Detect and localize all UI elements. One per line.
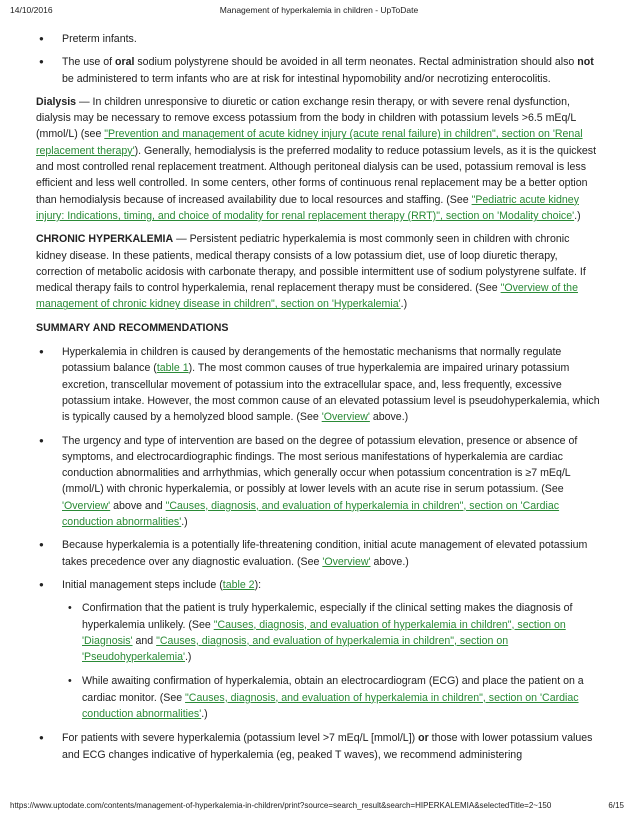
list-item: ● The use of oral sodium polystyrene should be avoided in all term neonates. Rectal administration should also not be administered to term infants who are at risk for intestinal hypomobility and/or necrotizing enterocolitis.	[36, 54, 602, 87]
summary-list	[36, 344, 602, 763]
link-overview[interactable]: 'Overview'	[321, 411, 370, 424]
list-item: ● For patients with severe hyperkalemia (potassium level >7 mEq/L [mmol/L]) or those with lower potassium values and ECG changes indicative of hyperkalemia (eg, peaked T waves), we recommend administering	[36, 730, 602, 763]
link-cardiac-conduction[interactable]: "Causes, diagnosis, and evaluation of hyperkalemia in children", section on 'Cardiac conduction abnormalities'	[62, 499, 560, 529]
link-overview[interactable]: 'Overview'	[322, 555, 371, 568]
link-ckd-hyperkalemia[interactable]: "Overview of the management of chronic kidney disease in children", section on 'Hyperkalemia'	[36, 282, 578, 311]
link-overview[interactable]: 'Overview'	[62, 499, 111, 512]
document-title: Management of hyperkalemia in children - UpToDate	[219, 5, 419, 15]
link-diagnosis[interactable]: "Causes, diagnosis, and evaluation of hyperkalemia in children", section on 'Diagnosis'	[82, 618, 566, 647]
page-header	[0, 5, 638, 19]
source-url: https://www.uptodate.com/contents/management-of-hyperkalemia-in-children/print?source=search_result&search=HIPERKALEMIA&selectedTitle=2~150	[10, 801, 552, 810]
chronic-paragraph: CHRONIC HYPERKALEMIA — Persistent pediatric hyperkalemia is most commonly seen in children with chronic kidney disease. In these patients, medical therapy consists of a low potassium diet, use of loop diuretic therapy, correction of metabolic acidosis with carbonate therapy, and possible intermittent use of sodium polystyrene sulfate. If medical therapy fails to control hyperkalemia, renal replacement therapy must be considered. (See "Overview of the management of chronic kidney disease in children", section on 'Hyperkalemia'.)	[36, 233, 586, 311]
link-aki-modality-choice[interactable]: "Pediatric acute kidney injury: Indications, timing, and choice of modality for renal replacement therapy (RRT)", section on 'Modality choice'	[36, 193, 579, 222]
summary-heading: SUMMARY AND RECOMMENDATIONS	[36, 321, 229, 334]
list-item: ● Preterm infants.	[36, 31, 602, 47]
management-steps-list	[62, 600, 602, 722]
list-item: ● The urgency and type of intervention are based on the degree of potassium elevation, presence or absence of symptoms, and electrocardiographic findings. The most serious manifestations of hyperkalemia are cardiac conduction abnormalities and arrhythmias, which generally occur when potassium concentration is ≥7 mEq/L (mmol/L) with chronic hyperkalemia, or possibly at lower levels with an acute rise in serum potassium. (See 'Overview' above and "Causes, diagnosis, and evaluation of hyperkalemia in children", section on 'Cardiac conduction abnormalities'.)	[36, 433, 602, 531]
link-table-2[interactable]: table 2	[222, 578, 255, 591]
article-body	[36, 31, 602, 770]
chronic-heading: CHRONIC HYPERKALEMIA	[36, 233, 174, 246]
dialysis-heading: Dialysis	[36, 95, 77, 108]
page-footer	[0, 801, 638, 815]
top-bullet-list	[36, 31, 602, 87]
list-item: ● Hyperkalemia in children is caused by derangements of the hemostatic mechanisms that normally regulate potassium balance (table 1). The most common causes of true hyperkalemia are impaired urinary potassium excretion, transcellular movement of potassium into the extracellular space, and, less frequently, excessive potassium intake. However, the most common cause of an elevated potassium level is pseudohyperkalemia, which is typically caused by a hemolyzed blood sample. (See 'Overview' above.)	[36, 344, 602, 425]
list-item: • While awaiting confirmation of hyperkalemia, obtain an electrocardiogram (ECG) and place the patient on a cardiac monitor. (See "Causes, diagnosis, and evaluation of hyperkalemia in children", section on 'Cardiac conduction abnormalities'.)	[62, 673, 602, 722]
dialysis-paragraph: Dialysis — In children unresponsive to diuretic or cation exchange resin therapy, or with severe renal dysfunction, dialysis may be necessary to remove excess potassium from the body in children with potassium levels >6.5 mEq/L (mmol/L) (see "Prevention and management of acute kidney injury (acute renal failure) in children", section on 'Renal replacement therapy'). Generally, hemodialysis is the preferred modality to reduce potassium levels, as it is the quickest and most controlled renal replacement treatment. Although peritoneal dialysis can be used, potassium removal is less efficient and less well controlled. In some centers, other forms of continuous renal replacement may be a better option than hemodialysis because of increased availability due to local resources and staffing. (See "Pediatric acute kidney injury: Indications, timing, and choice of modality for renal replacement therapy (RRT)", section on 'Modality choice'.)	[36, 95, 597, 222]
list-item: ● Because hyperkalemia is a potentially life-threatening condition, initial acute management of elevated potassium takes precedence over any diagnostic evaluation. (See 'Overview' above.)	[36, 537, 602, 570]
print-date: 14/10/2016	[10, 5, 53, 15]
list-item: ● Initial management steps include (table 2): • Confirmation that the patient is truly hyperkalemic, especially if the clinical setting makes the diagnosis of hyperkalemia unlikely. (See "Causes, diagnosis, and evaluation of hyperkalemia in children", section on 'Diagnosis' and "Causes, diagnosis, and evaluation of hyperkalemia in children", section on 'Pseudohyperkalemia'.) • While awaiting confirmation of hyperkalemia, obtain an electrocardiogram (ECG) and place the patient on a cardiac monitor. (See "Causes, diagnosis, and evaluation of hyperkalemia in children", section on 'Cardiac conduction abnormalities'.)	[36, 577, 602, 722]
link-table-1[interactable]: table 1	[156, 362, 189, 375]
page-number: 6/15	[608, 801, 624, 810]
link-aki-renal-replacement[interactable]: "Prevention and management of acute kidney injury (acute renal failure) in children", section on 'Renal replacement therapy'	[36, 128, 583, 157]
list-item: • Confirmation that the patient is truly hyperkalemic, especially if the clinical setting makes the diagnosis of hyperkalemia unlikely. (See "Causes, diagnosis, and evaluation of hyperkalemia in children", section on 'Diagnosis' and "Causes, diagnosis, and evaluation of hyperkalemia in children", section on 'Pseudohyperkalemia'.)	[62, 600, 602, 665]
link-cardiac-conduction[interactable]: "Causes, diagnosis, and evaluation of hyperkalemia in children", section on 'Cardiac conduction abnormalities'	[82, 691, 579, 720]
link-pseudohyperkalemia[interactable]: "Causes, diagnosis, and evaluation of hyperkalemia in children", section on 'Pseudohyperkalemia'	[82, 634, 509, 664]
